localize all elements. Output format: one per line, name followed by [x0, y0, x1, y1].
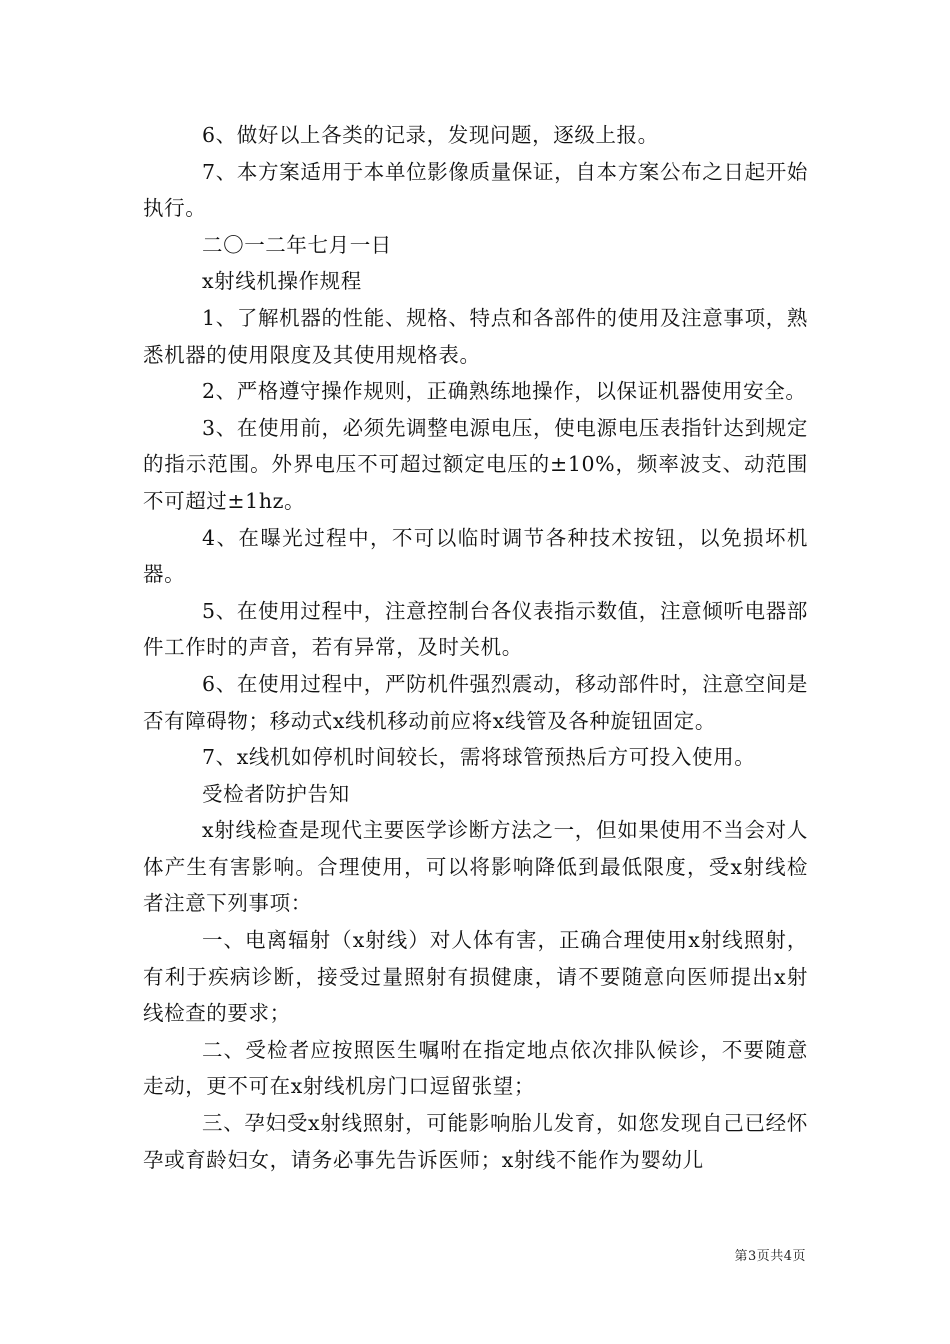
paragraph-rule-2: 2、严格遵守操作规则，正确熟练地操作，以保证机器使用安全。: [202, 379, 807, 404]
paragraph-scope-effective: 7、本方案适用于本单位影像质量保证，自本方案公布之日起开始执行。: [143, 159, 808, 221]
paragraph-rule-4: 4、在曝光过程中，不可以临时调节各种技术按钮，以免损坏机器。: [143, 525, 808, 587]
paragraph-notice-1: 一、电离辐射（x射线）对人体有害，正确合理使用x射线照射，有利于疾病诊断，接受过量照射有损健康，请不要随意向医师提出x射线检查的要求；: [143, 928, 808, 1026]
paragraph-rule-7: 7、x线机如停机时间较长，需将球管预热后方可投入使用。: [202, 745, 756, 770]
paragraph-rule-6: 6、在使用过程中，严防机件强烈震动，移动部件时，注意空间是否有障碍物；移动式x线机移动前应将x线管及各种旋钮固定。: [143, 671, 808, 733]
paragraph-rule-3: 3、在使用前，必须先调整电源电压，使电源电压表指针达到规定的指示范围。外界电压不可超过额定电压的±10%，频率波支、动范围不可超过±1hz。: [143, 415, 808, 513]
paragraph-rule-1: 1、了解机器的性能、规格、特点和各部件的使用及注意事项，熟悉机器的使用限度及其使用规格表。: [143, 305, 808, 367]
document-body: [143, 117, 808, 1178]
paragraph-protection-intro: x射线检查是现代主要医学诊断方法之一，但如果使用不当会对人体产生有害影响。合理使用，可以将影响降低到最低限度，受x射线检者注意下列事项：: [143, 818, 808, 916]
paragraph-rule-5: 5、在使用过程中，注意控制台各仪表指示数值，注意倾听电器部件工作时的声音，若有异常，及时关机。: [143, 598, 808, 660]
section-title-xray-operation: x射线机操作规程: [202, 269, 362, 294]
page-number-footer: 第3页共4页: [734, 1249, 806, 1264]
section-title-patient-protection: 受检者防护告知: [202, 781, 350, 806]
paragraph-record-report: 6、做好以上各类的记录，发现问题，逐级上报。: [202, 123, 659, 147]
paragraph-notice-3: 三、孕妇受x射线照射，可能影响胎儿发育，如您发现自己已经怀孕或育龄妇女，请务必事先告诉医师；x射线不能作为婴幼儿: [143, 1111, 808, 1172]
paragraph-date: 二〇一二年七月一日: [202, 232, 392, 257]
paragraph-notice-2: 二、受检者应按照医生嘱咐在指定地点依次排队候诊，不要随意走动，更不可在x射线机房门口逗留张望；: [143, 1037, 808, 1099]
